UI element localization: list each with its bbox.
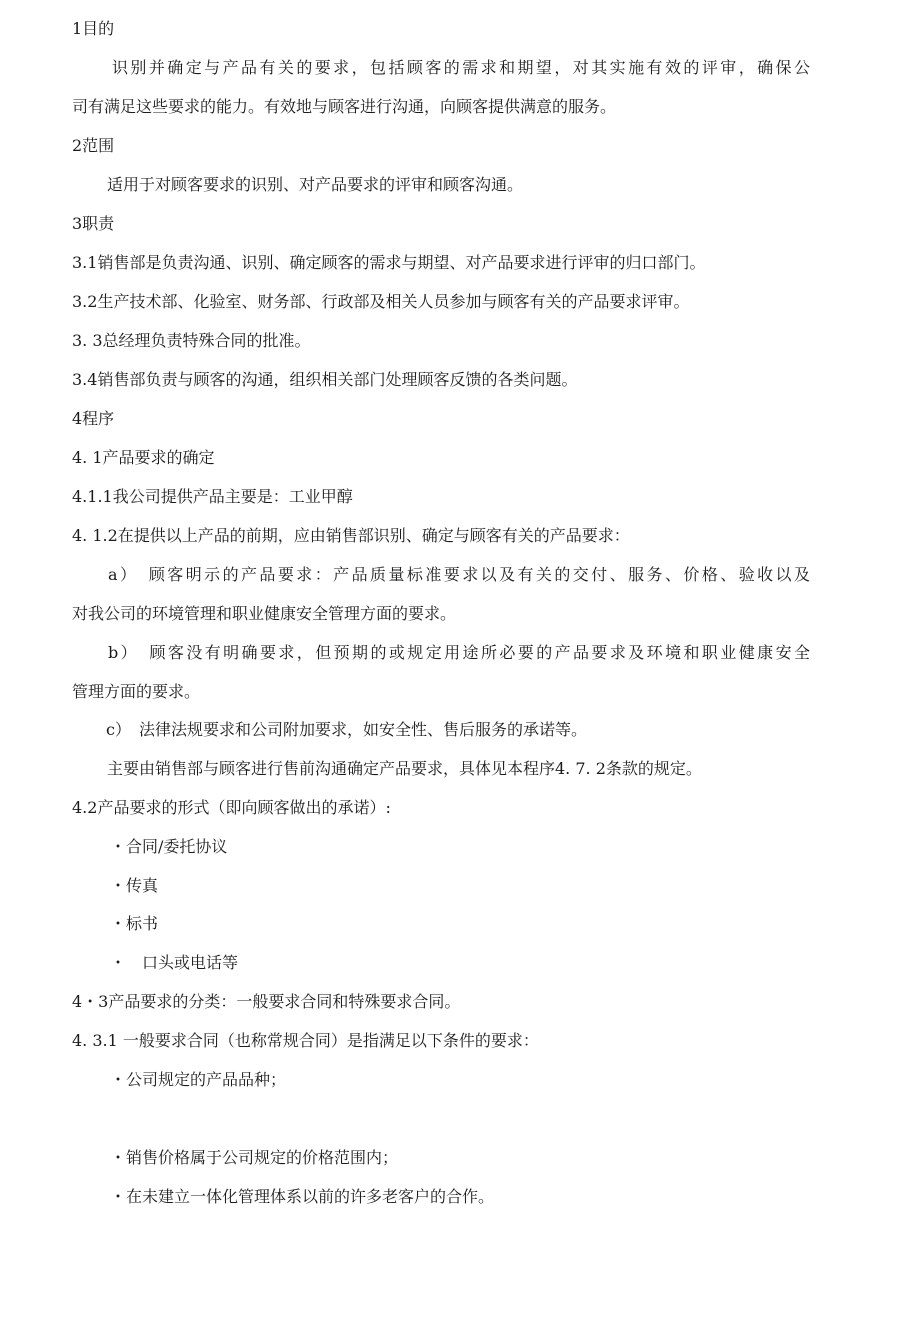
list-item-b-line-1: b） 顾客没有明确要求，但预期的或规定用途所必要的产品要求及环境和职业健康安全	[108, 643, 810, 662]
form-item: ・合同/委托协议	[110, 837, 228, 856]
responsibility-item-3-2: 3.2生产技术部、化验室、财务部、行政部及相关人员参加与顾客有关的产品要求评审。	[72, 292, 690, 311]
condition-item: ・公司规定的产品品种；	[110, 1070, 287, 1089]
responsibility-item-3-3: 3. 3总经理负责特殊合同的批准。	[72, 331, 311, 350]
responsibility-item-3-1: 3.1销售部是负责沟通、识别、确定顾客的需求与期望、对产品要求进行评审的归口部门。	[72, 253, 706, 272]
paragraph-4-1-1: 4.1.1我公司提供产品主要是：工业甲醇	[72, 487, 353, 506]
condition-item: ・在未建立一体化管理体系以前的许多老客户的合作。	[110, 1187, 495, 1206]
subheading-4-3: 4・3产品要求的分类：一般要求合同和特殊要求合同。	[72, 992, 461, 1011]
list-item-b-line-2: 管理方面的要求。	[72, 682, 201, 701]
purpose-paragraph-line-2: 司有满足这些要求的能力。有效地与顾客进行沟通，向顾客提供满意的服务。	[72, 97, 617, 116]
responsibility-item-3-4: 3.4销售部负责与顾客的沟通，组织相关部门处理顾客反馈的各类问题。	[72, 370, 578, 389]
form-item: ・标书	[110, 914, 159, 933]
paragraph-4-1-2: 4. 1.2在提供以上产品的前期，应由销售部识别、确定与顾客有关的产品要求：	[72, 526, 630, 545]
form-item: ・传真	[110, 876, 159, 895]
list-item-c: c） 法律法规要求和公司附加要求，如安全性、售后服务的承诺等。	[106, 720, 587, 739]
condition-item: ・销售价格属于公司规定的价格范围内；	[110, 1148, 399, 1167]
paragraph-4-3-1: 4. 3.1 一般要求合同（也称常规合同）是指满足以下条件的要求：	[72, 1031, 539, 1050]
section-heading-procedure: 4程序	[72, 409, 115, 428]
section-heading-responsibilities: 3职责	[72, 214, 115, 233]
list-item-a-line-1: a） 顾客明示的产品要求：产品质量标准要求以及有关的交付、服务、价格、验收以及	[108, 565, 810, 584]
section-heading-scope: 2范围	[72, 136, 115, 155]
list-item-a-line-2: 对我公司的环境管理和职业健康安全管理方面的要求。	[72, 604, 457, 623]
scope-paragraph: 适用于对顾客要求的识别、对产品要求的评审和顾客沟通。	[107, 175, 524, 194]
subheading-4-1: 4. 1产品要求的确定	[72, 448, 215, 467]
form-item: ・ 口头或电话等	[110, 953, 239, 972]
purpose-paragraph-line-1: 识别并确定与产品有关的要求，包括顾客的需求和期望，对其实施有效的评审，确保公	[112, 58, 810, 77]
section-heading-purpose: 1目的	[72, 19, 115, 38]
subheading-4-2: 4.2产品要求的形式（即向顾客做出的承诺）:	[72, 798, 391, 817]
main-paragraph: 主要由销售部与顾客进行售前沟通确定产品要求，具体见本程序4. 7. 2条款的规定。	[107, 759, 702, 778]
